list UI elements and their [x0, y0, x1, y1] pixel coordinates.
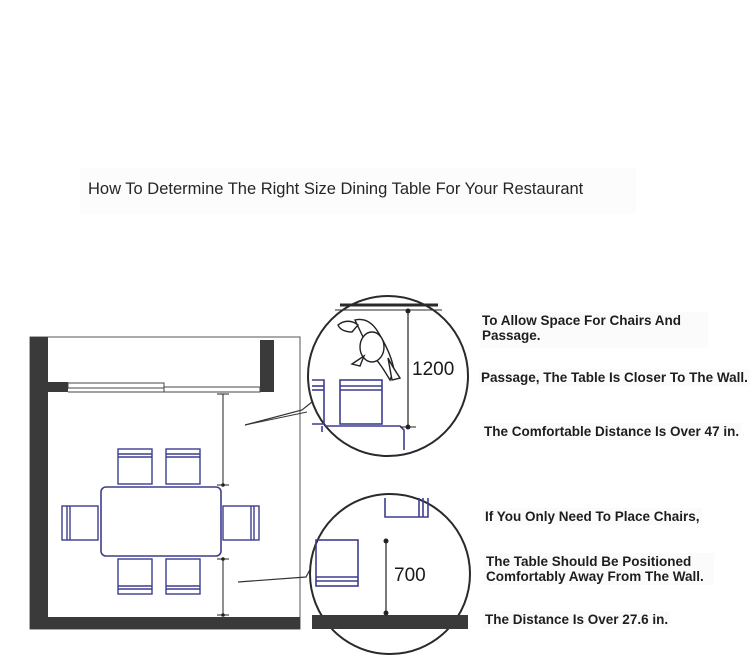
chair	[166, 559, 200, 594]
chair	[62, 506, 98, 540]
note-text: Passage, The Table Is Closer To The Wall.	[481, 370, 748, 385]
dimension-1200-label: 1200	[412, 359, 455, 380]
chair	[118, 559, 152, 594]
wall-pillar	[260, 340, 274, 392]
callout-bottom	[238, 494, 470, 654]
chair	[166, 449, 200, 484]
note-text: The Distance Is Over 27.6 in.	[485, 612, 669, 627]
bottom-wall	[30, 617, 300, 629]
wall-stub-left	[48, 382, 68, 392]
note-text: The Table Should Be Positioned	[486, 554, 692, 569]
window-right	[164, 387, 260, 392]
chair	[223, 506, 259, 540]
note-text: To Allow Space For Chairs And	[482, 313, 682, 328]
note-block-1	[480, 312, 708, 348]
page-title: How To Determine The Right Size Dining Table For Your Restaurant	[88, 180, 584, 198]
note-text: The Comfortable Distance Is Over 47 in.	[484, 424, 740, 439]
note-text: If You Only Need To Place Chairs,	[485, 509, 700, 524]
dining-table	[101, 487, 221, 556]
left-wall	[30, 337, 48, 629]
note-text: Comfortably Away From The Wall.	[486, 569, 704, 584]
chair	[118, 449, 152, 484]
dimension-700-label: 700	[394, 565, 426, 586]
window-left	[68, 383, 164, 388]
room-outline	[30, 337, 300, 629]
room-plan	[30, 337, 300, 629]
note-block-5	[484, 553, 714, 585]
zoom-circle-bottom	[310, 494, 470, 654]
note-text: Passage.	[482, 328, 541, 343]
